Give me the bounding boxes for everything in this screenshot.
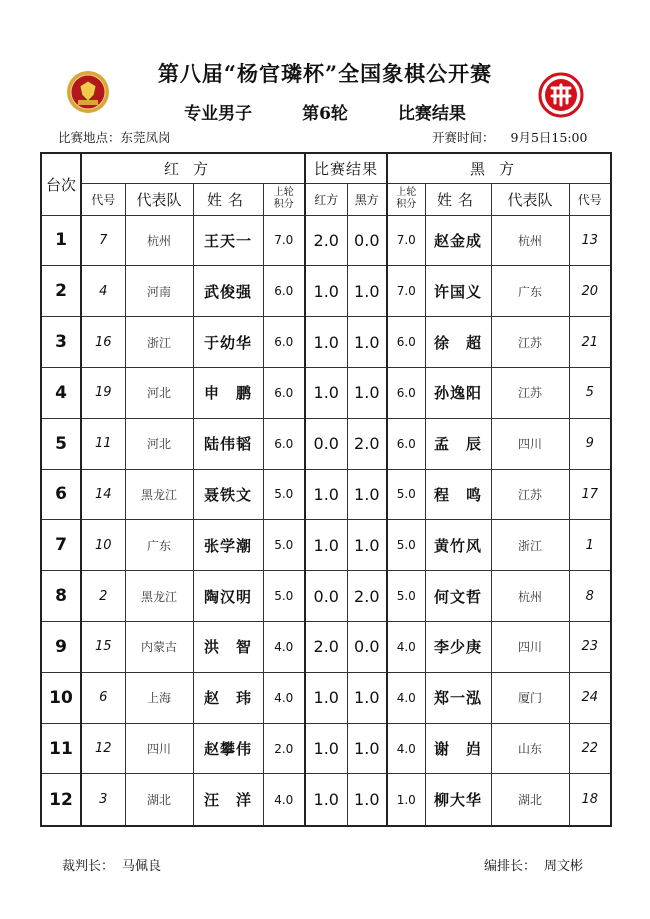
black-result: 0.0 (347, 215, 387, 266)
black-prev-score: 6.0 (387, 418, 425, 469)
red-team: 杭州 (125, 215, 193, 266)
red-result: 1.0 (305, 266, 347, 317)
red-team: 内蒙古 (125, 622, 193, 673)
red-code: 15 (81, 622, 125, 673)
red-prev-score: 5.0 (263, 520, 305, 571)
red-result: 1.0 (305, 723, 347, 774)
table-row (41, 723, 611, 774)
red-code: 7 (81, 215, 125, 266)
black-code: 1 (569, 520, 611, 571)
red-team: 四川 (125, 723, 193, 774)
black-team: 四川 (491, 418, 569, 469)
black-team: 杭州 (491, 571, 569, 622)
black-code: 24 (569, 672, 611, 723)
black-team: 杭州 (491, 215, 569, 266)
black-name: 孟 辰 (425, 418, 491, 469)
black-name: 郑一泓 (425, 672, 491, 723)
red-team: 黑龙江 (125, 571, 193, 622)
black-name: 孙逸阳 (425, 367, 491, 418)
col-black-team-header: 代表队 (491, 183, 569, 215)
black-team: 山东 (491, 723, 569, 774)
red-name: 汪 洋 (193, 774, 263, 826)
table-row (41, 469, 611, 520)
table-row (41, 622, 611, 673)
black-result: 1.0 (347, 723, 387, 774)
black-result: 0.0 (347, 622, 387, 673)
chief-arranger-label: 编排长： (484, 859, 537, 874)
black-code: 5 (569, 367, 611, 418)
page-subtitle (0, 99, 650, 124)
red-prev-score: 6.0 (263, 266, 305, 317)
board-number: 12 (41, 774, 81, 826)
red-code: 19 (81, 367, 125, 418)
black-name: 谢 岿 (425, 723, 491, 774)
red-name: 赵 玮 (193, 672, 263, 723)
red-result: 0.0 (305, 418, 347, 469)
red-result: 1.0 (305, 672, 347, 723)
start-time (432, 128, 587, 146)
prev-header-bottom: 积分 (273, 199, 294, 210)
prev-header-top: 上轮 (273, 187, 294, 198)
chief-arranger (484, 855, 583, 874)
col-red-name-header: 姓名 (193, 183, 263, 215)
group-result-header: 比赛结果 (305, 153, 387, 183)
black-prev-score: 6.0 (387, 317, 425, 368)
board-number: 8 (41, 571, 81, 622)
table-row (41, 367, 611, 418)
black-name: 黄竹风 (425, 520, 491, 571)
red-team: 浙江 (125, 317, 193, 368)
black-team: 江苏 (491, 367, 569, 418)
red-team: 广东 (125, 520, 193, 571)
black-result: 1.0 (347, 469, 387, 520)
board-number: 3 (41, 317, 81, 368)
black-team: 广东 (491, 266, 569, 317)
table-row (41, 266, 611, 317)
table-row (41, 571, 611, 622)
black-name: 程 鸣 (425, 469, 491, 520)
board-number: 9 (41, 622, 81, 673)
col-black-code-header: 代号 (569, 183, 611, 215)
chief-referee (62, 855, 161, 874)
red-code: 4 (81, 266, 125, 317)
red-result: 1.0 (305, 367, 347, 418)
col-black-prev-header (387, 183, 425, 215)
table-row (41, 418, 611, 469)
chief-arranger-name: 周文彬 (544, 859, 584, 874)
red-prev-score: 4.0 (263, 622, 305, 673)
black-prev-score: 5.0 (387, 469, 425, 520)
black-code: 21 (569, 317, 611, 368)
prev-header-bottom: 积分 (396, 199, 417, 210)
venue-text: 比赛地点：东莞凤岗 (58, 130, 171, 145)
red-prev-score: 6.0 (263, 367, 305, 418)
red-name: 张学潮 (193, 520, 263, 571)
red-name: 赵攀伟 (193, 723, 263, 774)
red-name: 申 鹏 (193, 367, 263, 418)
red-result: 1.0 (305, 317, 347, 368)
black-result: 1.0 (347, 317, 387, 368)
board-number: 7 (41, 520, 81, 571)
group-black-header: 黑方 (387, 153, 611, 183)
black-team: 厦门 (491, 672, 569, 723)
table-header-row (41, 153, 611, 183)
col-black-name-header: 姓名 (425, 183, 491, 215)
red-prev-score: 6.0 (263, 418, 305, 469)
black-prev-score: 4.0 (387, 723, 425, 774)
table-row (41, 520, 611, 571)
table-subheader-row (41, 183, 611, 215)
black-code: 18 (569, 774, 611, 826)
black-team: 四川 (491, 622, 569, 673)
prev-header-top: 上轮 (396, 187, 417, 198)
board-number: 1 (41, 215, 81, 266)
red-result: 1.0 (305, 520, 347, 571)
red-code: 11 (81, 418, 125, 469)
black-code: 9 (569, 418, 611, 469)
red-result: 0.0 (305, 571, 347, 622)
table-row (41, 215, 611, 266)
black-prev-score: 5.0 (387, 520, 425, 571)
red-prev-score: 5.0 (263, 469, 305, 520)
chief-referee-label: 裁判长： (62, 859, 115, 874)
black-code: 8 (569, 571, 611, 622)
red-team: 河南 (125, 266, 193, 317)
results-label: 比赛结果 (397, 104, 466, 124)
black-code: 13 (569, 215, 611, 266)
red-team: 上海 (125, 672, 193, 723)
col-board-header: 台次 (41, 153, 81, 215)
red-team: 河北 (125, 367, 193, 418)
black-code: 23 (569, 622, 611, 673)
col-black-score-header: 黑方 (347, 183, 387, 215)
black-team: 江苏 (491, 317, 569, 368)
red-code: 12 (81, 723, 125, 774)
black-team: 江苏 (491, 469, 569, 520)
black-prev-score: 5.0 (387, 571, 425, 622)
red-result: 1.0 (305, 774, 347, 826)
red-name: 陶汉明 (193, 571, 263, 622)
table-row (41, 672, 611, 723)
red-code: 3 (81, 774, 125, 826)
red-result: 1.0 (305, 469, 347, 520)
black-name: 柳大华 (425, 774, 491, 826)
black-prev-score: 4.0 (387, 672, 425, 723)
board-number: 6 (41, 469, 81, 520)
red-team: 河北 (125, 418, 193, 469)
board-number: 2 (41, 266, 81, 317)
black-name: 赵金成 (425, 215, 491, 266)
black-result: 2.0 (347, 571, 387, 622)
red-prev-score: 2.0 (263, 723, 305, 774)
black-name: 何文哲 (425, 571, 491, 622)
black-name: 徐 超 (425, 317, 491, 368)
red-code: 10 (81, 520, 125, 571)
red-team: 湖北 (125, 774, 193, 826)
category-label: 专业男子 (184, 104, 253, 124)
board-number: 4 (41, 367, 81, 418)
black-prev-score: 4.0 (387, 622, 425, 673)
red-prev-score: 7.0 (263, 215, 305, 266)
round-label: 第6轮 (302, 104, 348, 124)
red-name: 陆伟韬 (193, 418, 263, 469)
red-result: 2.0 (305, 622, 347, 673)
col-red-code-header: 代号 (81, 183, 125, 215)
black-code: 20 (569, 266, 611, 317)
black-code: 17 (569, 469, 611, 520)
black-team: 浙江 (491, 520, 569, 571)
red-code: 16 (81, 317, 125, 368)
black-prev-score: 7.0 (387, 215, 425, 266)
black-name: 许国义 (425, 266, 491, 317)
col-red-team-header: 代表队 (125, 183, 193, 215)
black-code: 22 (569, 723, 611, 774)
group-red-header: 红方 (81, 153, 305, 183)
black-prev-score: 7.0 (387, 266, 425, 317)
red-name: 武俊强 (193, 266, 263, 317)
red-code: 2 (81, 571, 125, 622)
black-result: 1.0 (347, 520, 387, 571)
page-title: 第八届“杨官璘杯”全国象棋公开赛 (157, 61, 493, 86)
black-prev-score: 1.0 (387, 774, 425, 826)
red-name: 于幼华 (193, 317, 263, 368)
black-result: 1.0 (347, 266, 387, 317)
board-number: 5 (41, 418, 81, 469)
black-team: 湖北 (491, 774, 569, 826)
red-name: 洪 智 (193, 622, 263, 673)
black-result: 1.0 (347, 774, 387, 826)
table-row (41, 774, 611, 826)
col-red-prev-header (263, 183, 305, 215)
red-team: 黑龙江 (125, 469, 193, 520)
red-name: 王天一 (193, 215, 263, 266)
start-time-value: 9月5日15:00 (510, 130, 588, 145)
black-result: 1.0 (347, 672, 387, 723)
red-code: 14 (81, 469, 125, 520)
board-number: 10 (41, 672, 81, 723)
red-prev-score: 4.0 (263, 672, 305, 723)
chief-referee-name: 马佩良 (122, 859, 162, 874)
board-number: 11 (41, 723, 81, 774)
table-row (41, 317, 611, 368)
results-table (40, 152, 612, 827)
red-prev-score: 6.0 (263, 317, 305, 368)
col-red-score-header: 红方 (305, 183, 347, 215)
black-result: 1.0 (347, 367, 387, 418)
red-prev-score: 4.0 (263, 774, 305, 826)
red-code: 6 (81, 672, 125, 723)
start-time-label: 开赛时间： (432, 130, 495, 145)
black-prev-score: 6.0 (387, 367, 425, 418)
red-prev-score: 5.0 (263, 571, 305, 622)
black-name: 李少庚 (425, 622, 491, 673)
black-result: 2.0 (347, 418, 387, 469)
red-name: 聂铁文 (193, 469, 263, 520)
red-result: 2.0 (305, 215, 347, 266)
